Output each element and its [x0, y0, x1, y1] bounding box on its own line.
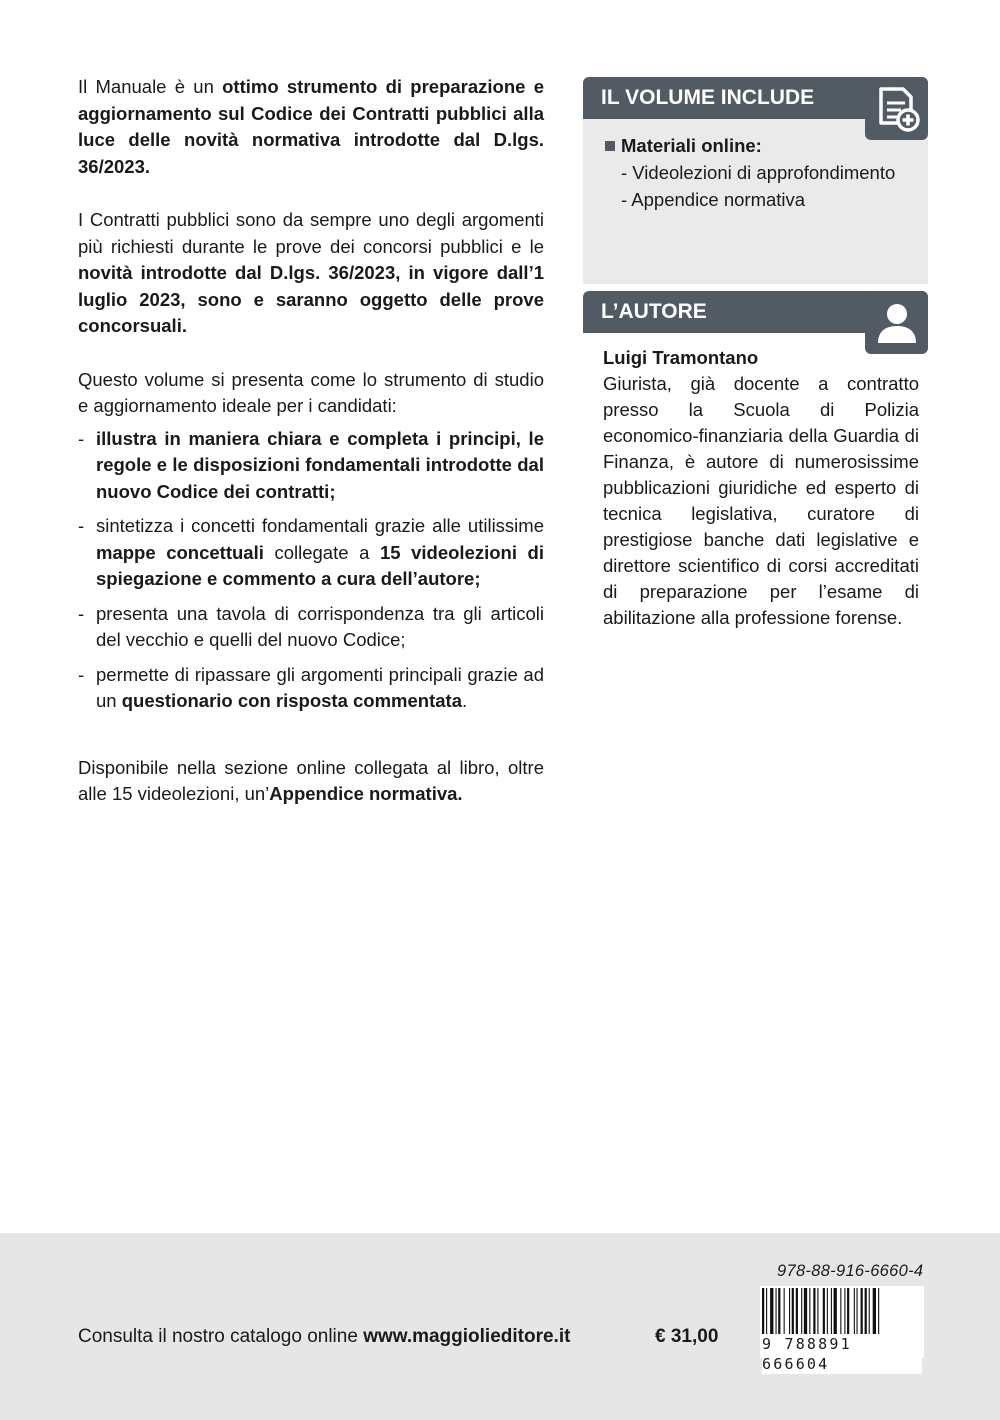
description-column [78, 74, 544, 808]
catalog-line [78, 1326, 570, 1348]
volume-contents [605, 132, 895, 213]
volume-item: - Videolezioni di approfondimento [621, 162, 896, 183]
online-materials-heading: Materiali online: [605, 132, 895, 159]
author-box-title: L’AUTORE [583, 291, 928, 333]
features-list [78, 426, 544, 715]
intro-paragraph: Il Manuale è un ottimo strumento di preparazione e aggiornamento sul Codice dei Contratti pubblici alla luce delle novità normativa introdotte dal D.lgs. 36/2023. [78, 76, 544, 177]
author-info [603, 345, 919, 631]
context-paragraph: I Contratti pubblici sono da sempre uno degli argomenti più richiesti durante le prove dei concorsi pubblici e le novità introdotte dal D.lgs. 36/2023, in vigore dall’1 luglio 2023, sono e saranno oggetto delle prove concorsuali. [78, 209, 544, 336]
feature-item: - sintetizza i concetti fondamentali grazie alle utilissime mappe concettuali collegate a 15 videolezioni di spiegazione e commento a cura dell’autore; [78, 513, 544, 593]
volume-box-title: IL VOLUME INCLUDE [583, 77, 928, 119]
volume-item: - Appendice normativa [621, 189, 806, 210]
author-name: Luigi Tramontano [603, 347, 759, 368]
isbn-number: 978-88-916-6660-4 [777, 1262, 924, 1280]
online-availability-paragraph: Disponibile nella sezione online collegata al libro, oltre alle 15 videolezioni, un’Appendice normativa. [78, 756, 544, 804]
feature-item: - presenta una tavola di corrispondenza tra gli articoli del vecchio e quelli del nuovo Codice; [78, 601, 544, 654]
price: € 31,00 [655, 1326, 719, 1347]
feature-item: - illustra in maniera chiara e completa i principi, le regole e le disposizioni fondamentali introdotte dal nuovo Codice dei contratti; [78, 426, 544, 506]
catalog-text: Consulta il nostro catalogo online [78, 1326, 364, 1347]
document-add-icon [865, 77, 928, 140]
features-intro: Questo volume si presenta come lo strumento di studio e aggiornamento ideale per i candidati: [78, 368, 544, 416]
barcode-digits: 9 788891 666604 [762, 1334, 922, 1374]
catalog-link[interactable]: www.maggiolieditore.it [363, 1326, 571, 1347]
author-bio: Giurista, già docente a contratto presso la Scuola di Polizia economico-finanziaria della Guardia di Finanza, è autore di numerosissime pubblicazioni giuridiche ed esperto di tecnica legislativa, curatore di prestigiose banche dati legislative e direttore scientifico di corsi accreditati di preparazione per l’esame di abilitazione alla professione forense. [603, 373, 919, 628]
feature-item: - permette di ripassare gli argomenti principali grazie ad un questionario con risposta commentata. [78, 662, 544, 715]
